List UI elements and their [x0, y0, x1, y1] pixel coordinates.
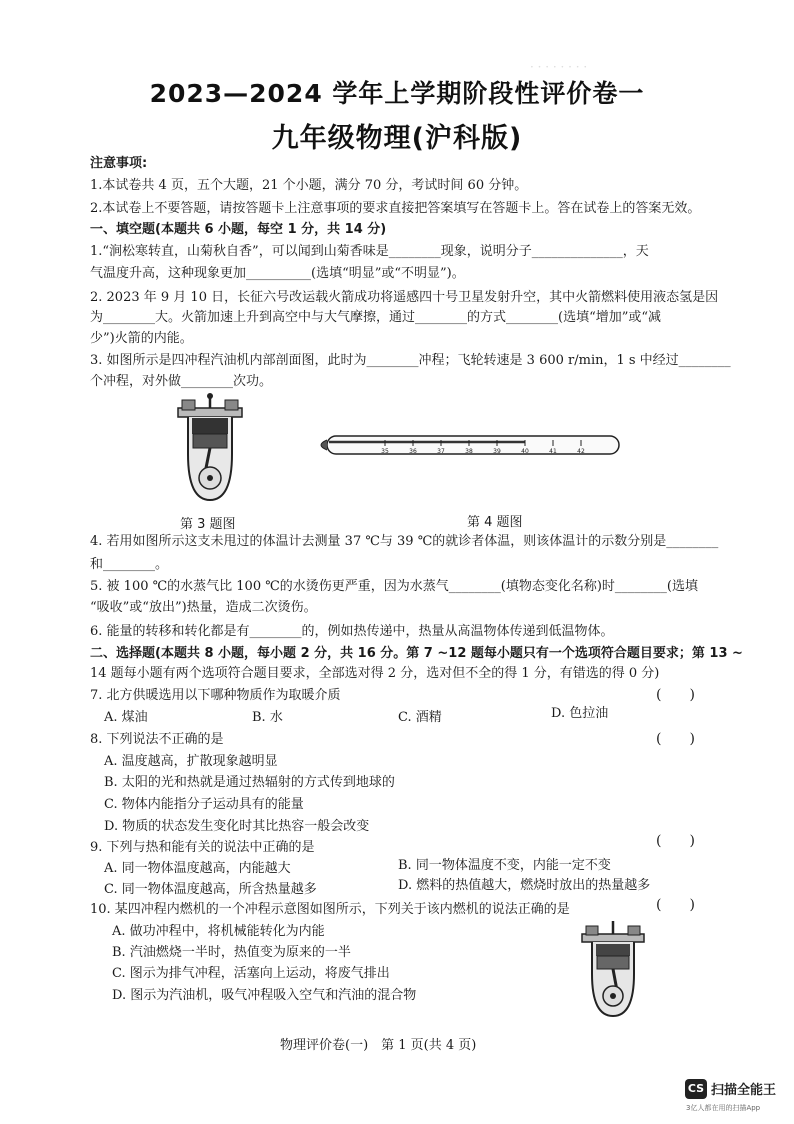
option: D. 燃料的热值越大，燃烧时放出的热量越多 — [398, 878, 651, 893]
thermometer-diagram-q4 — [315, 430, 625, 460]
option: B. 汽油燃烧一半时，热值变为原来的一半 — [112, 945, 351, 960]
answer-parenthesis: ( ) — [656, 833, 695, 849]
question-line: 6. 能量的转移和转化都是有________的，例如热传递中，热量从高温物体传递到低温物体。 — [90, 624, 614, 639]
question-line: 气温度升高，这种现象更加__________(选填“明显”或“不明显”)。 — [90, 266, 465, 281]
answer-parenthesis: ( ) — [656, 731, 695, 747]
option: D. 色拉油 — [551, 706, 609, 721]
exam-subtitle: 九年级物理(沪科版) — [271, 123, 523, 154]
question-stem: 7. 北方供暖选用以下哪种物质作为取暖介质 — [90, 688, 341, 703]
option: C. 图示为排气冲程，活塞向上运动，将废气排出 — [112, 966, 390, 981]
question-line: 3. 如图所示是四冲程汽油机内部剖面图，此时为________冲程；飞轮转速是 3 600 r/min，1 s 中经过________ — [90, 353, 731, 368]
answer-parenthesis: ( ) — [656, 897, 695, 913]
section2-heading: 二、选择题(本题共 8 小题，每小题 2 分，共 16 分。第 7 ~12 题每小题只有一个选项符合题目要求；第 13 ~ — [90, 646, 743, 661]
section2-heading-cont: 14 题每小题有两个选项符合题目要求，全部选对得 2 分，选对但不全的得 1 分，有错选的得 0 分) — [90, 666, 660, 681]
question-line: 1.“涧松寒转直，山菊秋自香”，可以闻到山菊香味是________现象，说明分子______________，天 — [90, 244, 649, 259]
engine-diagram-q3 — [172, 392, 248, 508]
page-footer: 物理评价卷(一) 第 1 页(共 4 页) — [280, 1038, 477, 1053]
question-line: 4. 若用如图所示这支未甩过的体温计去测量 37 ℃与 39 ℃的就诊者体温，则该体温计的示数分别是________ — [90, 534, 719, 549]
option: B. 同一物体温度不变，内能一定不变 — [398, 858, 611, 873]
tick-label: 35 — [381, 448, 389, 455]
option: B. 太阳的光和热就是通过热辐射的方式传到地球的 — [104, 775, 395, 790]
scanner-logo: CS — [685, 1079, 707, 1099]
option: D. 物质的状态发生变化时其比热容一般会改变 — [104, 819, 370, 834]
question-line: 和________。 — [90, 557, 169, 572]
question-line: 2. 2023 年 9 月 10 日，长征六号改运载火箭成功将遥感四十号卫星发射升空，其中火箭燃料使用液态氢是因 — [90, 290, 719, 305]
tick-label: 42 — [577, 448, 585, 455]
option: C. 物体内能指分子运动具有的能量 — [104, 797, 304, 812]
option: A. 温度越高，扩散现象越明显 — [104, 754, 278, 769]
notes-heading: 注意事项: — [90, 156, 148, 171]
option: B. 水 — [252, 710, 283, 725]
option: A. 做功冲程中，将机械能转化为内能 — [112, 924, 325, 939]
bleed-through-text: · · · · · · · · — [530, 60, 588, 74]
figure-caption: 第 3 题图 — [180, 517, 236, 532]
question-stem: 9. 下列与热和能有关的说法中正确的是 — [90, 840, 315, 855]
scanner-tagline: 3亿人都在用的扫描App — [686, 1104, 761, 1112]
option: D. 图示为汽油机，吸气冲程吸入空气和汽油的混合物 — [112, 988, 417, 1003]
figure-caption: 第 4 题图 — [467, 515, 523, 530]
question-line: 少”)火箭的内能。 — [90, 331, 193, 346]
section1-heading: 一、填空题(本题共 6 小题，每空 1 分，共 14 分) — [90, 222, 387, 237]
option: A. 同一物体温度越高，内能越大 — [104, 861, 291, 876]
tick-label: 39 — [493, 448, 501, 455]
question-line: “吸收”或“放出”)热量，造成二次烫伤。 — [90, 600, 317, 615]
option: C. 酒精 — [398, 710, 442, 725]
tick-label: 37 — [437, 448, 445, 455]
option: C. 同一物体温度越高，所含热量越多 — [104, 882, 317, 897]
answer-parenthesis: ( ) — [656, 687, 695, 703]
question-line: 个冲程，对外做________次功。 — [90, 374, 273, 389]
engine-diagram-q10 — [578, 920, 648, 1020]
note-item: 2.本试卷上不要答题，请按答题卡上注意事项的要求直接把答案填写在答题卡上。答在试卷上的答案无效。 — [90, 201, 701, 216]
question-stem: 8. 下列说法不正确的是 — [90, 732, 224, 747]
scanner-brand-name: 扫描全能王 — [711, 1083, 777, 1098]
question-line: 5. 被 100 ℃的水蒸气比 100 ℃的水烫伤更严重，因为水蒸气________(填物态变化名称)时________(选填 — [90, 579, 698, 594]
question-line: 为________大。火箭加速上升到高空中与大气摩擦，通过________的方式________(选填“增加”或“减 — [90, 310, 662, 325]
tick-label: 38 — [465, 448, 473, 455]
tick-label: 41 — [549, 448, 557, 455]
exam-title: 2023—2024 学年上学期阶段性评价卷一 — [149, 79, 645, 108]
option: A. 煤油 — [104, 710, 148, 725]
note-item: 1.本试卷共 4 页，五个大题，21 个小题，满分 70 分，考试时间 60 分钟。 — [90, 178, 528, 193]
question-stem: 10. 某四冲程内燃机的一个冲程示意图如图所示，下列关于该内燃机的说法正确的是 — [90, 902, 570, 917]
tick-label: 40 — [521, 448, 529, 455]
tick-label: 36 — [409, 448, 417, 455]
